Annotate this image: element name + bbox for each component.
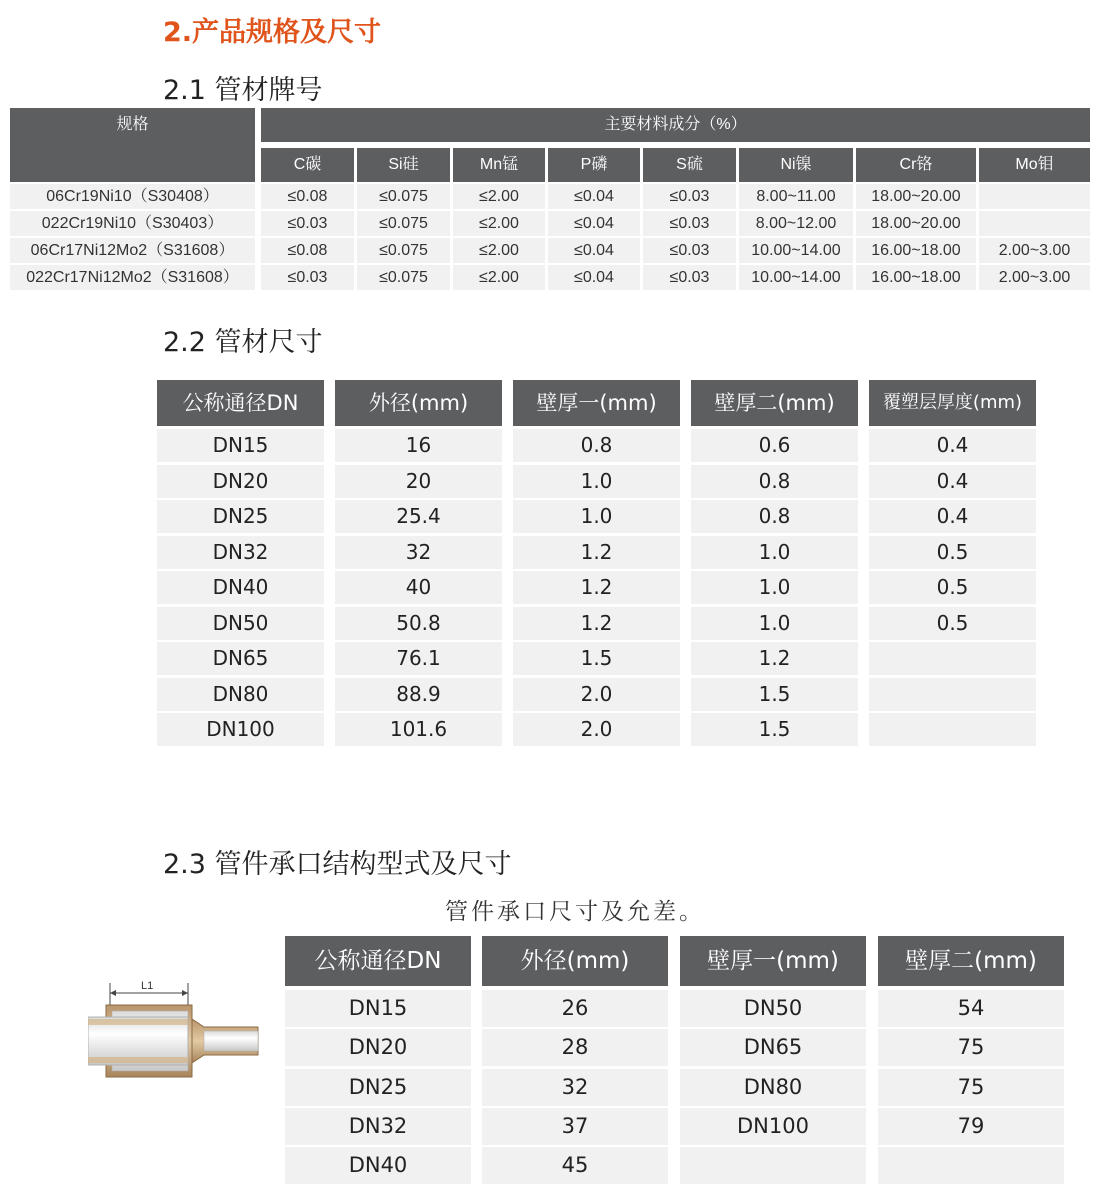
pipe-cell: 0.5 bbox=[869, 536, 1036, 569]
composition-cell: ≤0.075 bbox=[357, 265, 450, 290]
pipe-cell: DN100 bbox=[157, 713, 324, 746]
pipe-cell: 50.8 bbox=[335, 607, 502, 640]
pipe-cell: 1.2 bbox=[513, 571, 680, 604]
pipe-cell: DN50 bbox=[157, 607, 324, 640]
pipe-cell: 1.2 bbox=[513, 536, 680, 569]
composition-cell: ≤0.04 bbox=[548, 265, 640, 290]
pipe-cell: 1.2 bbox=[513, 607, 680, 640]
pipe-cell: 0.4 bbox=[869, 429, 1036, 462]
composition-cell: ≤0.03 bbox=[643, 265, 736, 290]
composition-cell: ≤0.08 bbox=[261, 184, 354, 209]
pipe-cell: DN25 bbox=[157, 500, 324, 533]
fitting-col-header: 公称通径DN bbox=[285, 936, 471, 986]
pipe-cell: 1.5 bbox=[513, 642, 680, 675]
composition-cell: ≤2.00 bbox=[453, 184, 545, 209]
pipe-cell: 0.8 bbox=[691, 465, 858, 498]
pipe-cell: DN32 bbox=[157, 536, 324, 569]
composition-col-header: Si硅 bbox=[357, 148, 450, 182]
fitting-cell: DN50 bbox=[680, 990, 866, 1027]
composition-col-header: Cr铬 bbox=[856, 148, 976, 182]
fitting-cell: DN25 bbox=[285, 1069, 471, 1106]
pipe-cell: 25.4 bbox=[335, 500, 502, 533]
composition-cell: ≤0.03 bbox=[643, 238, 736, 263]
pipe-cell: 1.5 bbox=[691, 713, 858, 746]
composition-cell: 2.00~3.00 bbox=[979, 265, 1090, 290]
pipe-cell: 1.0 bbox=[691, 571, 858, 604]
pipe-cell: 1.0 bbox=[513, 500, 680, 533]
pipe-cell: 0.8 bbox=[513, 429, 680, 462]
section-title-materials: 2.1 管材牌号 bbox=[163, 75, 323, 106]
composition-cell: ≤0.04 bbox=[548, 211, 640, 236]
pipe-col-header: 壁厚二(mm) bbox=[691, 380, 858, 426]
pipe-cell: 32 bbox=[335, 536, 502, 569]
fitting-cell: DN80 bbox=[680, 1069, 866, 1106]
composition-cell: 8.00~11.00 bbox=[739, 184, 853, 209]
fitting-cell: DN15 bbox=[285, 990, 471, 1027]
fitting-cell: 45 bbox=[482, 1147, 668, 1184]
fitting-cell: 26 bbox=[482, 990, 668, 1027]
composition-cell: 8.00~12.00 bbox=[739, 211, 853, 236]
spec-cell: 022Cr19Ni10（S30403） bbox=[10, 211, 255, 236]
fitting-col-header: 壁厚二(mm) bbox=[878, 936, 1064, 986]
page-title: 2.产品规格及尺寸 bbox=[163, 17, 382, 48]
composition-col-header: Mo钼 bbox=[979, 148, 1090, 182]
fitting-cell bbox=[680, 1147, 866, 1184]
composition-cell: ≤2.00 bbox=[453, 265, 545, 290]
spec-cell: 06Cr19Ni10（S30408） bbox=[10, 184, 255, 209]
pipe-cell: 76.1 bbox=[335, 642, 502, 675]
pipe-col-header: 外径(mm) bbox=[335, 380, 502, 426]
composition-cell: ≤2.00 bbox=[453, 211, 545, 236]
pipe-cell: 0.8 bbox=[691, 500, 858, 533]
pipe-cell: 1.0 bbox=[691, 536, 858, 569]
composition-cell: ≤2.00 bbox=[453, 238, 545, 263]
fitting-cell: DN32 bbox=[285, 1108, 471, 1145]
composition-cell: 10.00~14.00 bbox=[739, 238, 853, 263]
fitting-col-header: 外径(mm) bbox=[482, 936, 668, 986]
dimension-label-l1: L1 bbox=[141, 980, 154, 992]
pipe-cell: 1.5 bbox=[691, 678, 858, 711]
composition-cell: ≤0.03 bbox=[261, 265, 354, 290]
fitting-cell: 37 bbox=[482, 1108, 668, 1145]
composition-cell: 18.00~20.00 bbox=[856, 211, 976, 236]
composition-cell: ≤0.075 bbox=[357, 184, 450, 209]
composition-cell: ≤0.03 bbox=[643, 184, 736, 209]
fitting-col-header: 壁厚一(mm) bbox=[680, 936, 866, 986]
pipe-cell: 2.0 bbox=[513, 678, 680, 711]
pipe-cell: DN65 bbox=[157, 642, 324, 675]
composition-col-header: P磷 bbox=[548, 148, 640, 182]
composition-col-header: S硫 bbox=[643, 148, 736, 182]
composition-cell: ≤0.03 bbox=[643, 211, 736, 236]
composition-col-header: Ni镍 bbox=[739, 148, 853, 182]
composition-cell: 18.00~20.00 bbox=[856, 184, 976, 209]
pipe-cell: 0.6 bbox=[691, 429, 858, 462]
pipe-cell: 40 bbox=[335, 571, 502, 604]
spec-header: 规格 bbox=[10, 108, 255, 182]
composition-cell: 2.00~3.00 bbox=[979, 238, 1090, 263]
composition-cell: 10.00~14.00 bbox=[739, 265, 853, 290]
pipe-cell: 101.6 bbox=[335, 713, 502, 746]
composition-cell: ≤0.08 bbox=[261, 238, 354, 263]
composition-cell: 16.00~18.00 bbox=[856, 265, 976, 290]
composition-header: 主要材料成分（%） bbox=[261, 108, 1090, 142]
fitting-cell: 79 bbox=[878, 1108, 1064, 1145]
spec-cell: 06Cr17Ni12Mo2（S31608） bbox=[10, 238, 255, 263]
fitting-cell: DN100 bbox=[680, 1108, 866, 1145]
composition-cell: ≤0.04 bbox=[548, 238, 640, 263]
pipe-cell: DN15 bbox=[157, 429, 324, 462]
pipe-cell: 1.0 bbox=[691, 607, 858, 640]
fitting-cell bbox=[878, 1147, 1064, 1184]
pipe-col-header: 覆塑层厚度(mm) bbox=[869, 380, 1036, 426]
pipe-cell: 88.9 bbox=[335, 678, 502, 711]
fitting-cell: DN65 bbox=[680, 1029, 866, 1066]
section-title-fitting-socket: 2.3 管件承口结构型式及尺寸 bbox=[163, 849, 512, 880]
composition-cell: 16.00~18.00 bbox=[856, 238, 976, 263]
fitting-cell: DN20 bbox=[285, 1029, 471, 1066]
composition-cell: ≤0.03 bbox=[261, 211, 354, 236]
composition-cell: ≤0.04 bbox=[548, 184, 640, 209]
fitting-cell: 75 bbox=[878, 1029, 1064, 1066]
pipe-col-header: 公称通径DN bbox=[157, 380, 324, 426]
pipe-cell: 1.0 bbox=[513, 465, 680, 498]
pipe-cell: 0.5 bbox=[869, 607, 1036, 640]
composition-cell: ≤0.075 bbox=[357, 238, 450, 263]
pipe-cell: 0.5 bbox=[869, 571, 1036, 604]
pipe-cell: DN80 bbox=[157, 678, 324, 711]
pipe-cell: 0.4 bbox=[869, 500, 1036, 533]
composition-col-header: Mn锰 bbox=[453, 148, 545, 182]
pipe-cell: DN20 bbox=[157, 465, 324, 498]
section-title-pipe-dimensions: 2.2 管材尺寸 bbox=[163, 327, 323, 358]
fitting-cell: 32 bbox=[482, 1069, 668, 1106]
composition-cell: ≤0.075 bbox=[357, 211, 450, 236]
pipe-col-header: 壁厚一(mm) bbox=[513, 380, 680, 426]
fitting-cell: 54 bbox=[878, 990, 1064, 1027]
spec-cell: 022Cr17Ni12Mo2（S31608） bbox=[10, 265, 255, 290]
pipe-cell: DN40 bbox=[157, 571, 324, 604]
fitting-cell: 28 bbox=[482, 1029, 668, 1066]
composition-col-header: C碳 bbox=[261, 148, 354, 182]
pipe-cell: 0.4 bbox=[869, 465, 1036, 498]
fitting-cell: DN40 bbox=[285, 1147, 471, 1184]
fitting-caption: 管件承口尺寸及允差。 bbox=[445, 899, 705, 925]
pipe-cell: 1.2 bbox=[691, 642, 858, 675]
pipe-cell: 2.0 bbox=[513, 713, 680, 746]
pipe-cell: 20 bbox=[335, 465, 502, 498]
pipe-cell: 16 bbox=[335, 429, 502, 462]
fitting-cell: 75 bbox=[878, 1069, 1064, 1106]
